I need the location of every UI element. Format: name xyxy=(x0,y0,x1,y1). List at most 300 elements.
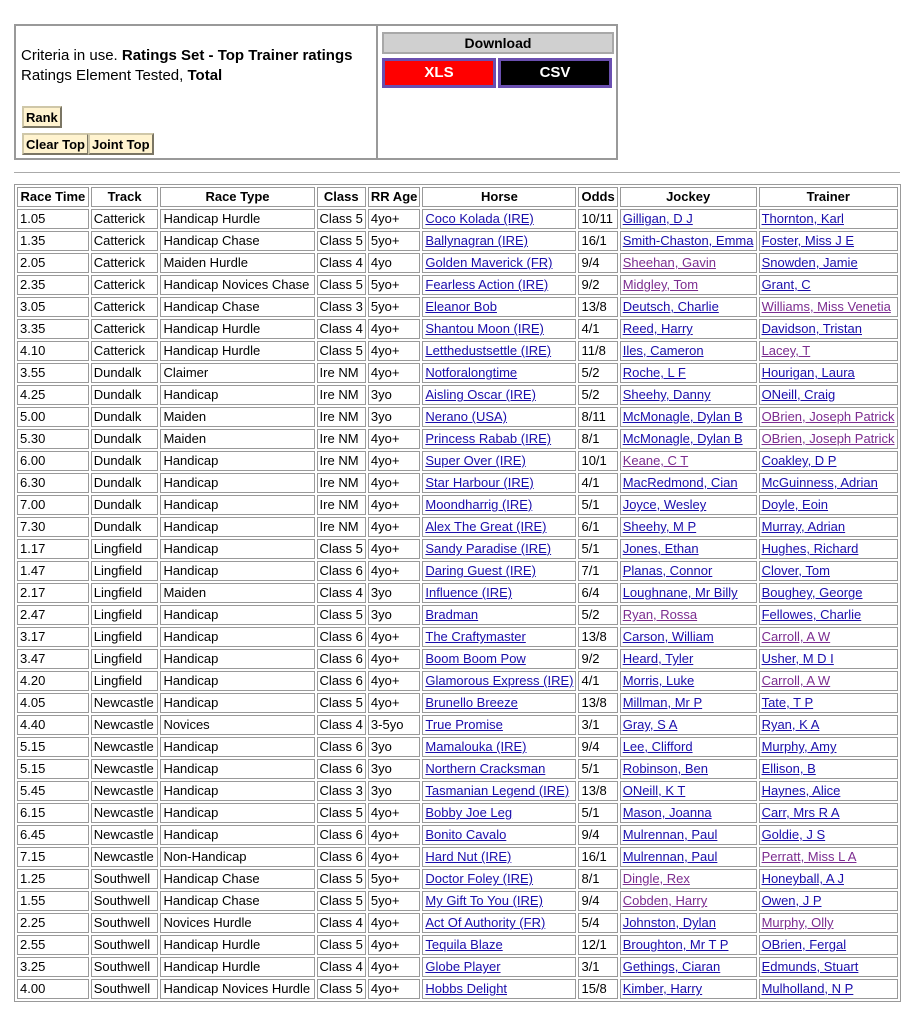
column-header-odds[interactable]: Odds xyxy=(578,187,617,207)
trainer-cell xyxy=(759,693,898,713)
trainer-link[interactable]: Tate, T P xyxy=(761,695,814,710)
horse-link[interactable]: Boom Boom Pow xyxy=(425,651,526,666)
horse-cell xyxy=(422,693,576,713)
rr-age-cell: 4yo+ xyxy=(368,561,420,581)
race-time-cell: 6.00 xyxy=(17,451,89,471)
odds-cell: 3/1 xyxy=(578,957,617,977)
race-type-cell: Novices Hurdle xyxy=(160,913,314,933)
track-cell: Dundalk xyxy=(91,363,159,383)
jockey-cell xyxy=(620,759,757,779)
rr-age-cell: 4yo+ xyxy=(368,429,420,449)
trainer-link[interactable]: Fellowes, Charlie xyxy=(761,607,862,622)
table-row xyxy=(17,649,898,669)
track-cell: Catterick xyxy=(91,341,159,361)
trainer-link[interactable]: Doyle, Eoin xyxy=(761,497,829,512)
criteria-panel xyxy=(14,24,618,160)
odds-cell: 16/1 xyxy=(578,231,617,251)
horse-cell xyxy=(422,913,576,933)
rr-age-cell: 3yo xyxy=(368,605,420,625)
horse-link[interactable]: Northern Cracksman xyxy=(425,761,546,776)
track-cell: Southwell xyxy=(91,935,159,955)
race-type-cell: Handicap Hurdle xyxy=(160,209,314,229)
trainer-cell xyxy=(759,627,898,647)
jockey-cell xyxy=(620,803,757,823)
jockey-link[interactable]: Iles, Cameron xyxy=(622,343,704,358)
class-cell: Class 6 xyxy=(317,561,366,581)
horse-link[interactable]: Golden Maverick (FR) xyxy=(425,255,553,270)
odds-cell: 9/4 xyxy=(578,825,617,845)
jockey-link[interactable]: Morris, Luke xyxy=(622,673,695,688)
race-type-cell: Handicap xyxy=(160,803,314,823)
rr-age-cell: 4yo+ xyxy=(368,319,420,339)
race-type-cell: Handicap Chase xyxy=(160,891,314,911)
odds-cell: 9/4 xyxy=(578,253,617,273)
table-row xyxy=(17,429,898,449)
horse-link[interactable]: Moondharrig (IRE) xyxy=(425,497,533,512)
trainer-link[interactable]: Carroll, A W xyxy=(761,629,831,644)
race-time-cell: 3.05 xyxy=(17,297,89,317)
horse-cell xyxy=(422,385,576,405)
horse-link[interactable]: Daring Guest (IRE) xyxy=(425,563,536,578)
jockey-link[interactable]: Heard, Tyler xyxy=(622,651,694,666)
jockey-cell xyxy=(620,341,757,361)
rr-age-cell: 4yo+ xyxy=(368,913,420,933)
class-cell: Class 4 xyxy=(317,319,366,339)
horse-link[interactable]: Glamorous Express (IRE) xyxy=(425,673,574,688)
horse-cell xyxy=(422,253,576,273)
clear-top-button[interactable]: Clear Top xyxy=(22,133,89,155)
table-row xyxy=(17,583,898,603)
race-time-cell: 2.05 xyxy=(17,253,89,273)
trainer-link[interactable]: ONeill, Craig xyxy=(761,387,836,402)
jockey-cell xyxy=(620,253,757,273)
track-cell: Lingfield xyxy=(91,539,159,559)
horse-link[interactable]: Act Of Authority (FR) xyxy=(425,915,546,930)
jockey-link[interactable]: Dingle, Rex xyxy=(622,871,690,886)
odds-cell: 6/4 xyxy=(578,583,617,603)
jockey-link[interactable]: MacRedmond, Cian xyxy=(622,475,738,490)
trainer-link[interactable]: Grant, C xyxy=(761,277,811,292)
race-time-cell: 7.00 xyxy=(17,495,89,515)
horse-cell xyxy=(422,737,576,757)
jockey-link[interactable]: Deutsch, Charlie xyxy=(622,299,719,314)
jockey-link[interactable]: Midgley, Tom xyxy=(622,277,699,292)
jockey-link[interactable]: Smith-Chaston, Emma xyxy=(622,233,754,248)
table-row xyxy=(17,737,898,757)
jockey-link[interactable]: Lee, Clifford xyxy=(622,739,693,754)
horse-cell xyxy=(422,407,576,427)
race-type-cell: Handicap Chase xyxy=(160,231,314,251)
jockey-cell xyxy=(620,891,757,911)
rr-age-cell: 4yo+ xyxy=(368,825,420,845)
table-row xyxy=(17,539,898,559)
class-cell: Class 5 xyxy=(317,275,366,295)
trainer-link[interactable]: Hourigan, Laura xyxy=(761,365,855,380)
trainer-cell xyxy=(759,825,898,845)
jockey-link[interactable]: Keane, C T xyxy=(622,453,689,468)
csv-download-button[interactable]: CSV xyxy=(498,58,612,88)
track-cell: Southwell xyxy=(91,891,159,911)
track-cell: Dundalk xyxy=(91,429,159,449)
trainer-link[interactable]: OBrien, Fergal xyxy=(761,937,847,952)
odds-cell: 9/4 xyxy=(578,891,617,911)
column-header-race-type[interactable]: Race Type xyxy=(160,187,314,207)
jockey-link[interactable]: McMonagle, Dylan B xyxy=(622,431,743,446)
trainer-cell xyxy=(759,781,898,801)
odds-cell: 13/8 xyxy=(578,297,617,317)
jockey-cell xyxy=(620,583,757,603)
trainer-link[interactable]: Ryan, K A xyxy=(761,717,820,732)
race-type-cell: Handicap Hurdle xyxy=(160,957,314,977)
column-header-track[interactable]: Track xyxy=(91,187,159,207)
race-time-cell: 2.55 xyxy=(17,935,89,955)
class-cell: Class 6 xyxy=(317,759,366,779)
horse-cell xyxy=(422,715,576,735)
table-row xyxy=(17,957,898,977)
race-type-cell: Handicap xyxy=(160,517,314,537)
trainer-cell xyxy=(759,671,898,691)
horse-link[interactable]: Shantou Moon (IRE) xyxy=(425,321,544,336)
table-row xyxy=(17,913,898,933)
race-time-cell: 1.25 xyxy=(17,869,89,889)
trainer-link[interactable]: Carroll, A W xyxy=(761,673,831,688)
jockey-link[interactable]: Mulrennan, Paul xyxy=(622,849,718,864)
race-type-cell: Non-Handicap xyxy=(160,847,314,867)
race-type-cell: Handicap Hurdle xyxy=(160,341,314,361)
race-type-cell: Handicap xyxy=(160,781,314,801)
table-row xyxy=(17,319,898,339)
class-cell: Ire NM xyxy=(317,429,366,449)
jockey-link[interactable]: Sheehan, Gavin xyxy=(622,255,716,270)
class-cell: Class 5 xyxy=(317,693,366,713)
horse-cell xyxy=(422,979,576,999)
trainer-link[interactable]: Ellison, B xyxy=(761,761,816,776)
odds-cell: 9/2 xyxy=(578,275,617,295)
trainer-link[interactable]: Murphy, Olly xyxy=(761,915,834,930)
track-cell: Dundalk xyxy=(91,451,159,471)
horse-link[interactable]: Coco Kolada (IRE) xyxy=(425,211,534,226)
trainer-link[interactable]: Boughey, George xyxy=(761,585,863,600)
horse-link[interactable]: Doctor Foley (IRE) xyxy=(425,871,534,886)
jockey-cell xyxy=(620,495,757,515)
class-cell: Ire NM xyxy=(317,473,366,493)
horse-link[interactable]: Hard Nut (IRE) xyxy=(425,849,512,864)
jockey-link[interactable]: Johnston, Dylan xyxy=(622,915,716,930)
trainer-cell xyxy=(759,649,898,669)
rr-age-cell: 4yo+ xyxy=(368,627,420,647)
table-row xyxy=(17,891,898,911)
jockey-link[interactable]: Loughnane, Mr Billy xyxy=(622,585,738,600)
race-time-cell: 6.30 xyxy=(17,473,89,493)
trainer-link[interactable]: Clover, Tom xyxy=(761,563,830,578)
trainer-link[interactable]: Snowden, Jamie xyxy=(761,255,858,270)
trainer-link[interactable]: Foster, Miss J E xyxy=(761,233,855,248)
horse-link[interactable]: Fearless Action (IRE) xyxy=(425,277,549,292)
track-cell: Catterick xyxy=(91,275,159,295)
trainer-cell xyxy=(759,275,898,295)
table-row xyxy=(17,979,898,999)
trainer-link[interactable]: Lacey, T xyxy=(761,343,811,358)
horse-link[interactable]: Globe Player xyxy=(425,959,501,974)
race-type-cell: Handicap xyxy=(160,539,314,559)
race-type-cell: Claimer xyxy=(160,363,314,383)
race-time-cell: 1.35 xyxy=(17,231,89,251)
odds-cell: 5/1 xyxy=(578,759,617,779)
trainer-cell xyxy=(759,209,898,229)
trainer-link[interactable]: OBrien, Joseph Patrick xyxy=(761,409,895,424)
class-cell: Class 5 xyxy=(317,979,366,999)
odds-cell: 12/1 xyxy=(578,935,617,955)
class-cell: Class 3 xyxy=(317,297,366,317)
jockey-link[interactable]: Roche, L F xyxy=(622,365,686,380)
trainer-link[interactable]: Hughes, Richard xyxy=(761,541,859,556)
trainer-cell xyxy=(759,715,898,735)
horse-link[interactable]: Super Over (IRE) xyxy=(425,453,526,468)
odds-cell: 3/1 xyxy=(578,715,617,735)
trainer-link[interactable]: Haynes, Alice xyxy=(761,783,841,798)
jockey-link[interactable]: Gray, S A xyxy=(622,717,678,732)
horse-cell xyxy=(422,209,576,229)
trainer-cell xyxy=(759,913,898,933)
section-divider xyxy=(14,172,900,173)
jockey-link[interactable]: Gethings, Ciaran xyxy=(622,959,721,974)
horse-cell xyxy=(422,583,576,603)
jockey-link[interactable]: Sheehy, Danny xyxy=(622,387,711,402)
jockey-link[interactable]: McMonagle, Dylan B xyxy=(622,409,743,424)
table-row xyxy=(17,605,898,625)
jockey-link[interactable]: Millman, Mr P xyxy=(622,695,703,710)
trainer-cell xyxy=(759,605,898,625)
column-header-race-time[interactable]: Race Time xyxy=(17,187,89,207)
column-header-jockey[interactable]: Jockey xyxy=(620,187,757,207)
race-type-cell: Maiden xyxy=(160,583,314,603)
trainer-cell xyxy=(759,451,898,471)
race-type-cell: Handicap Novices Hurdle xyxy=(160,979,314,999)
jockey-link[interactable]: Mason, Joanna xyxy=(622,805,712,820)
horse-cell xyxy=(422,473,576,493)
class-cell: Ire NM xyxy=(317,451,366,471)
class-cell: Class 3 xyxy=(317,781,366,801)
horse-link[interactable]: Alex The Great (IRE) xyxy=(425,519,547,534)
rr-age-cell: 5yo+ xyxy=(368,297,420,317)
horse-link[interactable]: Bradman xyxy=(425,607,479,622)
race-time-cell: 6.45 xyxy=(17,825,89,845)
track-cell: Catterick xyxy=(91,297,159,317)
race-type-cell: Handicap xyxy=(160,825,314,845)
horse-link[interactable]: Star Harbour (IRE) xyxy=(425,475,534,490)
column-header-class[interactable]: Class xyxy=(317,187,366,207)
trainer-link[interactable]: Edmunds, Stuart xyxy=(761,959,859,974)
track-cell: Lingfield xyxy=(91,671,159,691)
table-row xyxy=(17,517,898,537)
trainer-cell xyxy=(759,495,898,515)
jockey-link[interactable]: ONeill, K T xyxy=(622,783,686,798)
rr-age-cell: 4yo+ xyxy=(368,495,420,515)
trainer-link[interactable]: Honeyball, A J xyxy=(761,871,844,886)
odds-cell: 4/1 xyxy=(578,319,617,339)
class-cell: Class 4 xyxy=(317,583,366,603)
rr-age-cell: 4yo+ xyxy=(368,209,420,229)
class-cell: Class 6 xyxy=(317,847,366,867)
jockey-cell xyxy=(620,605,757,625)
class-cell: Class 4 xyxy=(317,253,366,273)
horse-cell xyxy=(422,671,576,691)
horse-cell xyxy=(422,759,576,779)
trainer-link[interactable]: Carr, Mrs R A xyxy=(761,805,840,820)
race-type-cell: Handicap xyxy=(160,605,314,625)
track-cell: Dundalk xyxy=(91,407,159,427)
rr-age-cell: 4yo+ xyxy=(368,935,420,955)
horse-link[interactable]: Letthedustsettle (IRE) xyxy=(425,343,552,358)
trainer-link[interactable]: Murray, Adrian xyxy=(761,519,846,534)
trainer-cell xyxy=(759,803,898,823)
race-type-cell: Handicap xyxy=(160,759,314,779)
race-time-cell: 2.47 xyxy=(17,605,89,625)
race-time-cell: 7.15 xyxy=(17,847,89,867)
jockey-cell xyxy=(620,737,757,757)
rr-age-cell: 4yo+ xyxy=(368,473,420,493)
track-cell: Newcastle xyxy=(91,759,159,779)
jockey-cell xyxy=(620,957,757,977)
horse-link[interactable]: True Promise xyxy=(425,717,503,732)
odds-cell: 5/1 xyxy=(578,495,617,515)
rr-age-cell: 4yo+ xyxy=(368,693,420,713)
jockey-link[interactable]: Joyce, Wesley xyxy=(622,497,707,512)
jockey-link[interactable]: Sheehy, M P xyxy=(622,519,697,534)
trainer-cell xyxy=(759,759,898,779)
rr-age-cell: 4yo+ xyxy=(368,803,420,823)
horse-link[interactable]: My Gift To You (IRE) xyxy=(425,893,543,908)
table-row xyxy=(17,671,898,691)
trainer-link[interactable]: McGuinness, Adrian xyxy=(761,475,878,490)
horse-cell xyxy=(422,825,576,845)
trainer-link[interactable]: OBrien, Joseph Patrick xyxy=(761,431,895,446)
race-time-cell: 3.25 xyxy=(17,957,89,977)
jockey-cell xyxy=(620,209,757,229)
trainer-link[interactable]: Thornton, Karl xyxy=(761,211,844,226)
trainer-link[interactable]: Mulholland, N P xyxy=(761,981,854,996)
race-type-cell: Handicap xyxy=(160,495,314,515)
trainer-link[interactable]: Murphy, Amy xyxy=(761,739,837,754)
odds-cell: 5/1 xyxy=(578,539,617,559)
horse-link[interactable]: Tequila Blaze xyxy=(425,937,503,952)
jockey-link[interactable]: Cobden, Harry xyxy=(622,893,708,908)
class-cell: Class 5 xyxy=(317,891,366,911)
criteria-line1-prefix: Criteria in use. xyxy=(21,47,122,64)
horse-link[interactable]: Eleanor Bob xyxy=(425,299,497,314)
column-header-rr-age[interactable]: RR Age xyxy=(368,187,420,207)
horse-link[interactable]: Bobby Joe Leg xyxy=(425,805,513,820)
table-row xyxy=(17,473,898,493)
jockey-link[interactable]: Mulrennan, Paul xyxy=(622,827,718,842)
class-cell: Class 5 xyxy=(317,605,366,625)
jockey-link[interactable]: Carson, William xyxy=(622,629,714,644)
jockey-link[interactable]: Robinson, Ben xyxy=(622,761,708,776)
column-header-trainer[interactable]: Trainer xyxy=(759,187,898,207)
track-cell: Lingfield xyxy=(91,605,159,625)
race-type-cell: Handicap xyxy=(160,385,314,405)
horse-cell xyxy=(422,231,576,251)
horse-cell xyxy=(422,627,576,647)
trainer-cell xyxy=(759,341,898,361)
odds-cell: 9/2 xyxy=(578,649,617,669)
horse-link[interactable]: Hobbs Delight xyxy=(425,981,508,996)
class-cell: Class 5 xyxy=(317,869,366,889)
horse-link[interactable]: Tasmanian Legend (IRE) xyxy=(425,783,570,798)
jockey-link[interactable]: Broughton, Mr T P xyxy=(622,937,729,952)
jockey-cell xyxy=(620,407,757,427)
trainer-link[interactable]: Goldie, J S xyxy=(761,827,826,842)
horse-link[interactable]: Brunello Breeze xyxy=(425,695,518,710)
trainer-cell xyxy=(759,385,898,405)
trainer-link[interactable]: Coakley, D P xyxy=(761,453,837,468)
rank-button[interactable]: Rank xyxy=(22,106,62,128)
jockey-link[interactable]: Planas, Connor xyxy=(622,563,713,578)
table-row xyxy=(17,759,898,779)
rr-age-cell: 3-5yo xyxy=(368,715,420,735)
criteria-section xyxy=(16,26,378,158)
horse-link[interactable]: Nerano (USA) xyxy=(425,409,508,424)
column-header-horse[interactable]: Horse xyxy=(422,187,576,207)
race-type-cell: Handicap xyxy=(160,561,314,581)
race-time-cell: 4.40 xyxy=(17,715,89,735)
table-row xyxy=(17,803,898,823)
trainer-link[interactable]: Owen, J P xyxy=(761,893,822,908)
trainer-link[interactable]: Davidson, Tristan xyxy=(761,321,862,336)
horse-link[interactable]: Influence (IRE) xyxy=(425,585,513,600)
odds-cell: 5/4 xyxy=(578,913,617,933)
horse-cell xyxy=(422,539,576,559)
rr-age-cell: 5yo+ xyxy=(368,891,420,911)
track-cell: Newcastle xyxy=(91,737,159,757)
race-rows xyxy=(17,209,898,999)
horse-link[interactable]: Ballynagran (IRE) xyxy=(425,233,528,248)
horse-link[interactable]: The Craftymaster xyxy=(425,629,526,644)
xls-download-button[interactable]: XLS xyxy=(382,58,496,88)
joint-top-button[interactable]: Joint Top xyxy=(88,133,154,155)
jockey-link[interactable]: Kimber, Harry xyxy=(622,981,703,996)
jockey-link[interactable]: Ryan, Rossa xyxy=(622,607,698,622)
trainer-cell xyxy=(759,561,898,581)
race-type-cell: Maiden Hurdle xyxy=(160,253,314,273)
horse-link[interactable]: Bonito Cavalo xyxy=(425,827,507,842)
trainer-link[interactable]: Williams, Miss Venetia xyxy=(761,299,891,314)
table-row xyxy=(17,781,898,801)
jockey-link[interactable]: Jones, Ethan xyxy=(622,541,699,556)
race-time-cell: 1.55 xyxy=(17,891,89,911)
horse-link[interactable]: Princess Rabab (IRE) xyxy=(425,431,552,446)
table-row xyxy=(17,407,898,427)
jockey-link[interactable]: Gilligan, D J xyxy=(622,211,693,226)
horse-link[interactable]: Aisling Oscar (IRE) xyxy=(425,387,536,402)
trainer-cell xyxy=(759,539,898,559)
jockey-link[interactable]: Reed, Harry xyxy=(622,321,693,336)
track-cell: Lingfield xyxy=(91,583,159,603)
jockey-cell xyxy=(620,297,757,317)
horse-link[interactable]: Mamalouka (IRE) xyxy=(425,739,527,754)
trainer-link[interactable]: Usher, M D I xyxy=(761,651,834,666)
odds-cell: 8/11 xyxy=(578,407,617,427)
race-time-cell: 5.00 xyxy=(17,407,89,427)
table-row xyxy=(17,385,898,405)
trainer-link[interactable]: Perratt, Miss L A xyxy=(761,849,857,864)
jockey-cell xyxy=(620,539,757,559)
horse-link[interactable]: Sandy Paradise (IRE) xyxy=(425,541,552,556)
odds-cell: 11/8 xyxy=(578,341,617,361)
horse-link[interactable]: Notforalongtime xyxy=(425,365,518,380)
rr-age-cell: 3yo xyxy=(368,781,420,801)
track-cell: Catterick xyxy=(91,209,159,229)
